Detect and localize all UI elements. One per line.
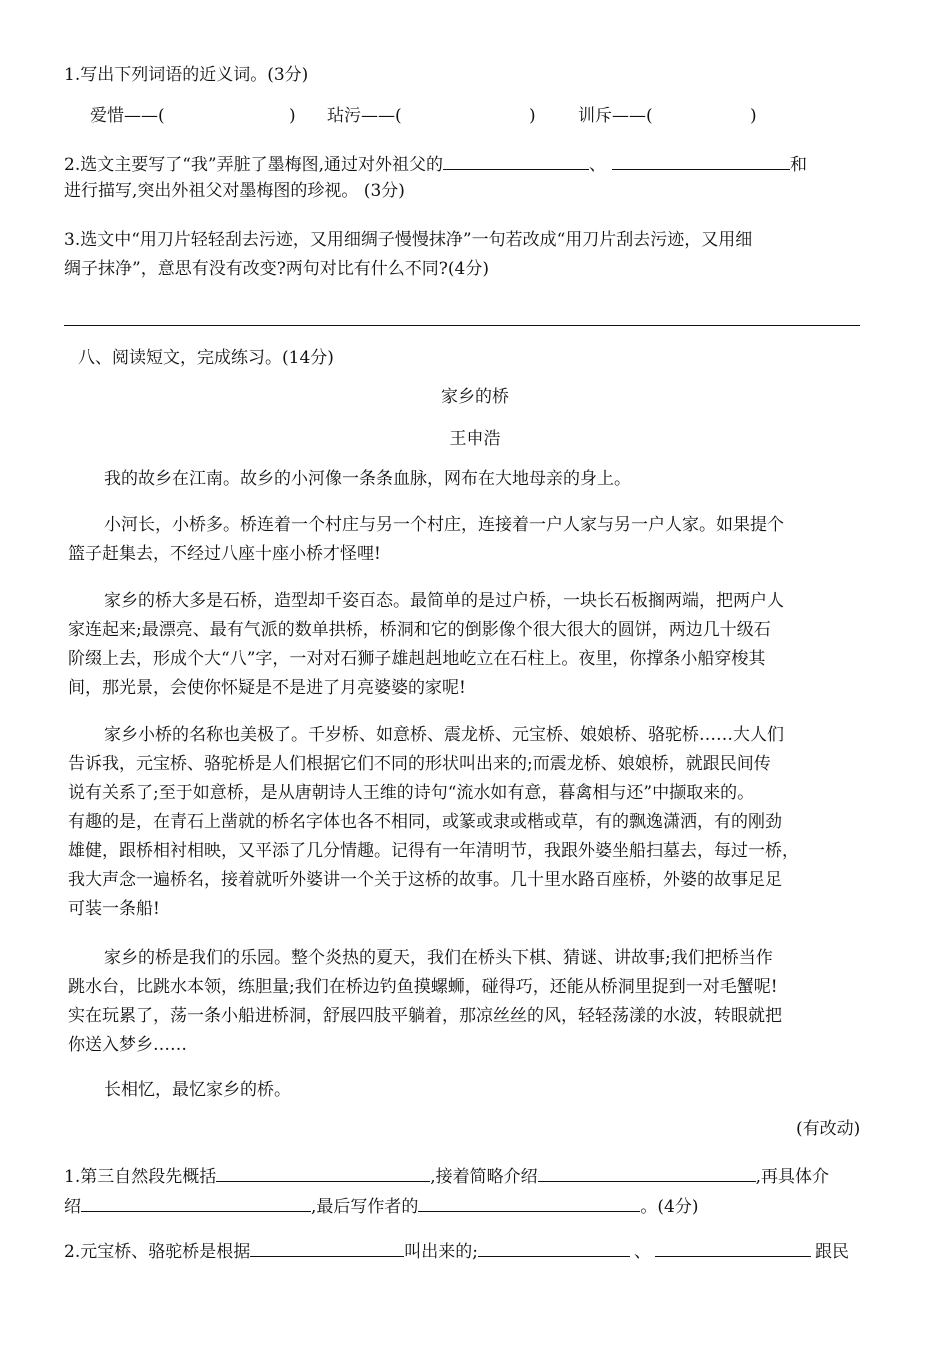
paragraph-2-line-1: 小河长，小桥多。桥连着一个村庄与另一个村庄，连接着一户人家与另一户人家。如果提个 [104, 515, 784, 535]
q2-line2: 进行描写,突出外祖父对墨梅图的珍视。 (3分) [64, 181, 405, 201]
ex2-text-a: 2.元宝桥、骆驼桥是根据 [64, 1242, 251, 1262]
paragraph-4-line-6: 我大声念一遍桥名，接着就听外婆讲一个关于这桥的故事。几十里水路百座桥，外婆的故事足足 [68, 870, 782, 890]
q1-bracket-close-3: ) [750, 106, 757, 126]
paragraph-4-line-2: 告诉我，元宝桥、骆驼桥是人们根据它们不同的形状叫出来的;而震龙桥、娘娘桥，就跟民间传 [68, 754, 771, 774]
answer-blank[interactable] [612, 151, 790, 170]
q1-bracket-close-1: ) [289, 106, 296, 126]
passage-title: 家乡的桥 [441, 387, 509, 407]
exercise-1-line-2 [64, 1193, 699, 1218]
paragraph-2-line-2: 篮子赶集去，不经过八座十座小桥才怪哩! [68, 544, 381, 564]
paragraph-3-line-2: 家连起来;最漂亮、最有气派的数单拱桥，桥洞和它的倒影像个很大很大的圆饼，两边几十级石 [68, 620, 771, 640]
q1-word-dianwu: 玷污——( [327, 106, 402, 126]
ex2-text-b: 叫出来的; [404, 1242, 478, 1262]
ex1-text-d: 绍 [64, 1197, 81, 1217]
q1-bracket-close-2: ) [529, 106, 536, 126]
paragraph-4-line-4: 有趣的是，在青石上凿就的桥名字体也各不相同，或篆或隶或楷或草，有的飘逸潇洒，有的刚劲 [68, 812, 782, 832]
adaptation-note: (有改动) [796, 1119, 861, 1139]
ex1-text-a: 1.第三自然段先概括 [64, 1167, 217, 1187]
ex1-text-f: 。(4分) [640, 1197, 699, 1217]
ex1-text-e: ,最后写作者的 [311, 1197, 419, 1217]
answer-blank[interactable] [250, 1238, 404, 1257]
ex2-sep: 、 [633, 1242, 651, 1262]
paragraph-3-line-3: 阶缀上去，形成个大“八”字，一对对石狮子雄赳赳地屹立在石柱上。夜里，你撑条小船穿梭其 [68, 649, 766, 669]
paragraph-1: 我的故乡在江南。故乡的小河像一条条血脉，网布在大地母亲的身上。 [104, 469, 631, 489]
ex2-text-d: 跟民 [814, 1242, 849, 1262]
answer-blank[interactable] [81, 1193, 311, 1212]
paragraph-5-line-4: 你送入梦乡…… [68, 1035, 187, 1055]
q2-line1 [64, 151, 807, 176]
q2-text-a: 2.选文主要写了“我”弄脏了墨梅图,通过对外祖父的 [64, 155, 444, 175]
exercise-1-line-1 [64, 1163, 829, 1188]
passage-author: 王申浩 [449, 429, 501, 449]
ex1-text-b: ,接着简略介绍 [430, 1167, 538, 1187]
paragraph-4-line-5: 雄健，跟桥相衬相映，又平添了几分情趣。记得有一年清明节，我跟外婆坐船扫墓去，每过一桥， [68, 841, 799, 861]
answer-blank[interactable] [478, 1238, 630, 1257]
answer-blank[interactable] [216, 1163, 430, 1182]
q1-prompt: 1.写出下列词语的近义词。(3分) [64, 65, 309, 85]
q3-line2: 绸子抹净”，意思有没有改变?两句对比有什么不同?(4分) [64, 259, 489, 279]
paragraph-5-line-2: 跳水台，比跳水本领，练胆量;我们在桥边钓鱼摸螺蛳，碰得巧，还能从桥洞里捉到一对毛蟹呢! [68, 977, 778, 997]
answer-blank[interactable] [655, 1238, 811, 1257]
q2-sep: 、 [589, 155, 607, 175]
answer-blank[interactable] [418, 1193, 640, 1212]
paragraph-3-line-4: 间，那光景，会使你怀疑是不是进了月亮婆婆的家呢! [68, 678, 466, 698]
paragraph-4-line-1: 家乡小桥的名称也美极了。千岁桥、如意桥、震龙桥、元宝桥、娘娘桥、骆驼桥……大人们 [104, 725, 784, 745]
q3-answer-line[interactable] [64, 325, 860, 326]
answer-blank[interactable] [443, 151, 589, 170]
paragraph-5-line-1: 家乡的桥是我们的乐园。整个炎热的夏天，我们在桥头下棋、猜谜、讲故事;我们把桥当作 [104, 948, 773, 968]
paragraph-4-line-7: 可装一条船! [68, 899, 160, 919]
q1-word-xunchi: 训斥——( [578, 106, 653, 126]
paragraph-5-line-3: 实在玩累了，荡一条小船进桥洞，舒展四肢平躺着，那凉丝丝的风，轻轻荡漾的水波，转眼就把 [68, 1006, 782, 1026]
paragraph-6: 长相忆，最忆家乡的桥。 [104, 1080, 291, 1100]
section-heading: 八、阅读短文，完成练习。(14分) [78, 348, 334, 368]
ex1-text-c: ,再具体介 [755, 1167, 830, 1187]
exercise-2-line-1 [64, 1238, 849, 1263]
answer-blank[interactable] [538, 1163, 756, 1182]
q3-line1: 3.选文中“用刀片轻轻刮去污迹，又用细绸子慢慢抹净”一句若改成“用刀片刮去污迹，又用细 [64, 230, 753, 250]
q1-word-aixi: 爱惜——( [90, 106, 165, 126]
paragraph-4-line-3: 说有关系了;至于如意桥，是从唐朝诗人王维的诗句“流水如有意，暮禽相与还”中撷取来的。 [68, 783, 755, 803]
q2-text-end: 和 [790, 155, 808, 175]
paragraph-3-line-1: 家乡的桥大多是石桥，造型却千姿百态。最简单的是过户桥，一块长石板搁两端，把两户人 [104, 591, 784, 611]
